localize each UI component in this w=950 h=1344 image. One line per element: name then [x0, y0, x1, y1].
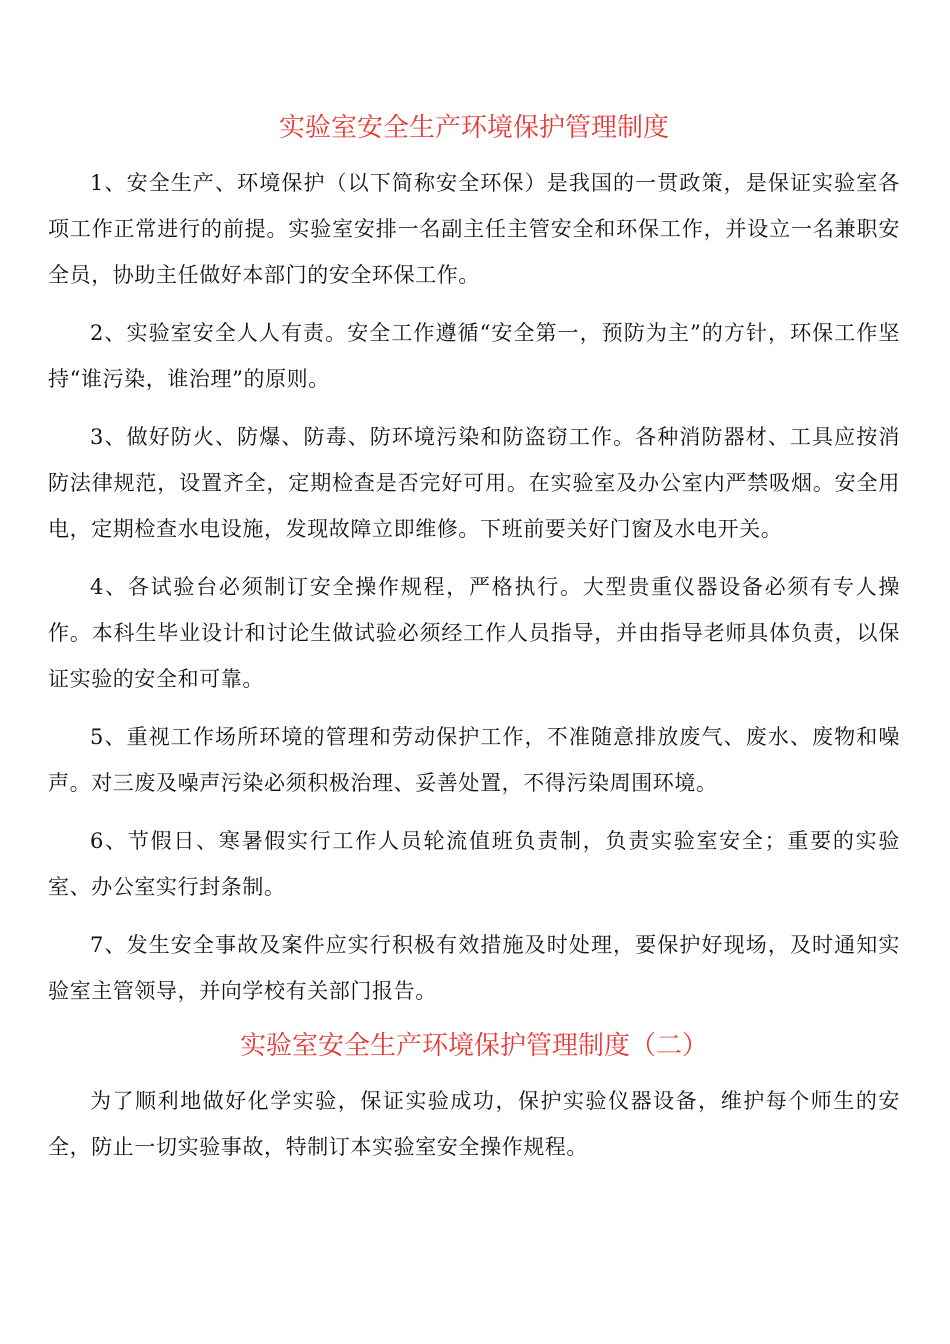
paragraph-2: 2、实验室安全人人有责。安全工作遵循“安全第一，预防为主”的方针，环保工作坚持“谁污染，谁治理”的原则。 — [48, 321, 900, 391]
paragraph-7: 7、发生安全事故及案件应实行积极有效措施及时处理，要保护好现场，及时通知实验室主管领导，并向学校有关部门报告。 — [48, 933, 900, 1003]
document-body — [48, 108, 900, 1182]
paragraph-5: 5、重视工作场所环境的管理和劳动保护工作，不准随意排放废气、废水、废物和噪声。对三废及噪声污染必须积极治理、妥善处置，不得污染周围环境。 — [48, 725, 900, 795]
paragraph-1: 1、安全生产、环境保护（以下简称安全环保）是我国的一贯政策，是保证实验室各项工作正常进行的前提。实验室安排一名副主任主管安全和环保工作，并设立一名兼职安全员，协助主任做好本部门的安全环保工作。 — [48, 171, 900, 287]
document-title: 实验室安全生产环境保护管理制度 — [278, 113, 669, 143]
document-title-2: 实验室安全生产环境保护管理制度（二） — [239, 1031, 708, 1061]
paragraph-4: 4、各试验台必须制订安全操作规程，严格执行。大型贵重仪器设备必须有专人操作。本科生毕业设计和讨论生做试验必须经工作人员指导，并由指导老师具体负责，以保证实验的安全和可靠。 — [48, 575, 900, 691]
paragraph-6: 6、节假日、寒暑假实行工作人员轮流值班负责制，负责实验室安全；重要的实验室、办公室实行封条制。 — [48, 829, 900, 899]
paragraph-intro-2: 为了顺利地做好化学实验，保证实验成功，保护实验仪器设备，维护每个师生的安全，防止一切实验事故，特制订本实验室安全操作规程。 — [48, 1089, 900, 1159]
paragraph-3: 3、做好防火、防爆、防毒、防环境污染和防盗窃工作。各种消防器材、工具应按消防法律规范，设置齐全，定期检查是否完好可用。在实验室及办公室内严禁吸烟。安全用电，定期检查水电设施，发现故障立即维修。下班前要关好门窗及水电开关。 — [48, 425, 900, 541]
